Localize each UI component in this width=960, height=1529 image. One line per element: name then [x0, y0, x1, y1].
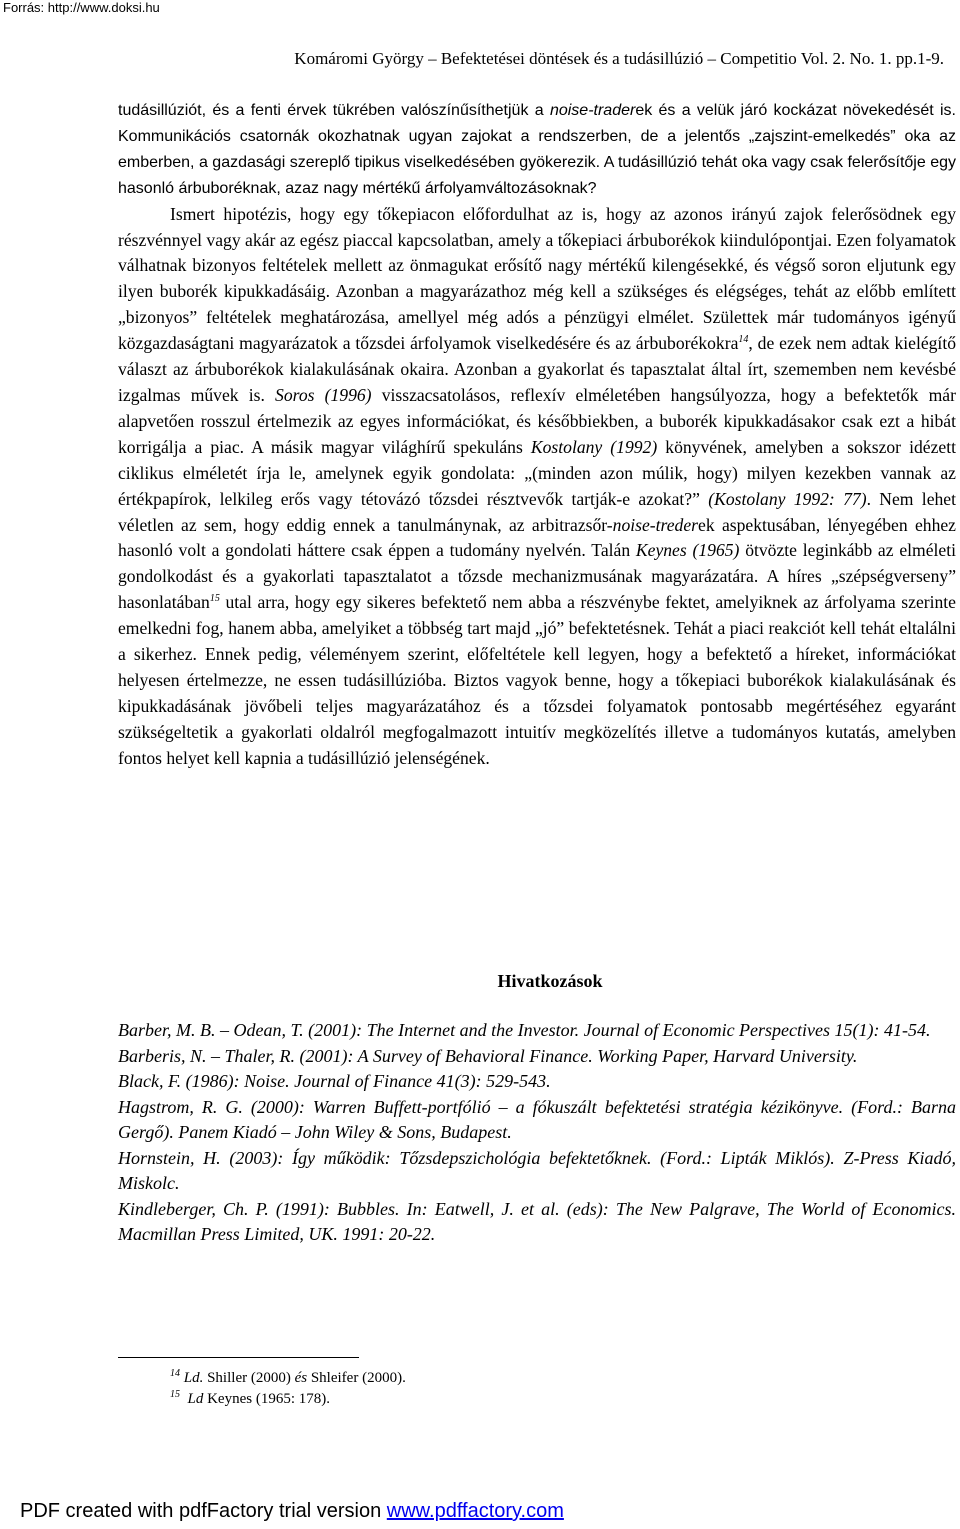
running-header: Komáromi György – Befektetései döntések és a tudásillúzió – Competitio Vol. 2. No. 1. pp.1-9. [294, 49, 944, 68]
pdf-footer-text: PDF created with pdfFactory trial version [20, 1500, 387, 1522]
references-heading: Hivatkozások [497, 971, 603, 991]
paragraph-1-part-a: tudásillúziót, és a fenti érvek tükrében valószínűsíthetjük a [118, 102, 550, 119]
paragraph-1-part-c: ek és a velük járó kockázat növekedését is. Kommunikációs csatornák okozhatnak ugyan zajokat a rendszerben, de a jelentős „zajszint-emelkedés” oka az emberben, a gazdasági szereplő tipikus viselkedésében gyökerezik. A tudásillúzió tehát oka vagy csak felerősítője egy hasonló árbuboréknak, azaz nagy mértékű árfolyamváltozásoknak? [118, 102, 956, 197]
paragraph-2-part-7: ek aspektusában, lényegében ehhez hasonló volt a gondolati háttere csak éppen a tudomány nyelvén. Talán [118, 514, 956, 561]
footnote-15 [170, 1389, 406, 1410]
main-text [118, 98, 956, 772]
paragraph-2-part-2: Azonban a magyarázathoz még kell a szükséges és elégséges, tehát az előbb említett „bizonyos” feltételek meghatározása, amellyel még adós a pénzügyi elmélet. Születtek már tudományos igényű közgazdaságtani magyarázatok a tőzsdei árfolyamok viselkedésére és az árbuborékokra [118, 281, 957, 354]
reference-item: Barberis, N. – Thaler, R. (2001): A Survey of Behavioral Finance. Working Paper, Harvard University. [118, 1045, 858, 1066]
reference-item: Kindleberger, Ch. P. (1991): Bubbles. In: Eatwell, J. et al. (eds): The New Palgrave, The World of Economics. Macmillan Press Limited, UK. 1991: 20-22. [118, 1198, 956, 1244]
kostolany-page-citation: (Kostolany 1992: 77) [708, 488, 867, 509]
paragraph-2-part-8: ötvözte leginkább az elméleti gondolkodást és a gyakorlati tapasztalatot a tőzsde mechanizmusának magyarázatára. A híres „szépségverseny” hasonlatában [118, 540, 956, 613]
pdf-footer [20, 1499, 564, 1523]
reference-item: Black, F. (1986): Noise. Journal of Finance 41(3): 529-543. [118, 1071, 551, 1091]
paragraph-2-part-6: . Nem lehet véletlen az sem, hogy eddig ennek a tanulmánynak, az arbitrazsőr- [118, 488, 957, 535]
kostolany-citation: Kostolany (1992) [530, 436, 658, 457]
footnote-number: 15 [170, 1389, 180, 1400]
footnote-divider [118, 1357, 359, 1358]
paragraph-2-part-1: Ismert hipotézis, hogy egy tőkepiacon előfordulhat az is, hogy az azonos irányú zajok felerősödnek egy részvénnyel vagy akár az egész piaccal kapcsolatban, amely a tőkepiaci árbuborékok kiindulópontjai. Ezen folyamatok válhatnak bizonyos feltételek mellett az önmagukat erősítő nagy mértékű kilengésekké, és végső soron eljutunk egy ilyen buborék kipukkadásáig. [118, 203, 956, 302]
footnote-number: 14 [170, 1368, 180, 1379]
footnote-ld: Ld. [183, 1370, 204, 1386]
paragraph-1 [118, 98, 956, 202]
footnote-14 [170, 1368, 406, 1389]
noise-trader-term: noise-trader [549, 102, 636, 119]
soros-citation: Soros (1996) [275, 384, 372, 405]
paragraph-2-part-9: utal arra, hogy egy sikeres befektető nem abba a részvénybe fektet, amelyiknek az árfolyama szerinte emelkedni fog, hanem abba, amelyiket a többség tart majd „jó” befektetésnek. Tehát a piaci reakciót kell tehát eltalálni a sikerhez. Ennek pedig, véleményem szerint, előfeltétele kell legyen, hogy a befektető a híreket, információkat helyesen értelmezze, ne essen tudásillúzióba. Biztos vagyok benne, hogy a tőkepiaci buborékok kialakulásának és kipukkadásának jövőbeli teljes magyarázatához és a tőzsdei folyamatok pontosabb megértéséhez egyaránt szükségeltetik a gyakorlati oldalról megfogalmazott intuitív megközelítés illetve a tudományos kutatás, amelyben fontos helyet kell kapnia a tudásillúzió jelenségének. [118, 592, 956, 768]
footnote-text: Shleifer (2000). [307, 1370, 406, 1386]
footnote-ref-14: 14 [738, 334, 749, 346]
footnote-text: Keynes (1965: 178). [203, 1391, 330, 1407]
footnote-text: Shiller (2000) [203, 1370, 295, 1386]
paragraph-2 [118, 202, 956, 772]
paragraph-2-part-5: könyvének, amelyben a sokszor idézett ciklikus elméletét írja le, amelynek egyik gondolata: „(minden azon múlik, hogy) milyen kezekben vannak az értékpapírok, lelkileg erős vagy tétovázó tőzsdei résztvevők tartják-e azokat?” [118, 436, 956, 509]
reference-item: Barber, M. B. – Odean, T. (2001): The Internet and the Investor. Journal of Economic Perspectives 15(1): 41-54. [118, 1020, 931, 1040]
noise-treder-term: noise-treder [612, 514, 699, 535]
pdffactory-link[interactable]: www.pdffactory.com [386, 1500, 564, 1522]
paragraph-2-part-3: , de ezek nem adtak kielégítő választ az árbuborékok kialakulásának okaira. Azonban a gyakorlat és tapasztalat által írt, szememben nem kevésbé izgalmas művek is. [118, 333, 957, 405]
source-url-label: Forrás: http://www.doksi.hu [3, 0, 160, 15]
footnote-ld: Ld [187, 1391, 204, 1407]
keynes-citation: Keynes (1965) [635, 540, 740, 561]
reference-item: Hornstein, H. (2003): Így működik: Tőzsdepszichológia befektetőknek. (Ford.: Lipták Miklós). Z-Press Kiadó, Miskolc. [118, 1147, 956, 1193]
footnote-es: és [294, 1370, 308, 1386]
paragraph-2-part-4: visszacsatolásos, reflexív elméletében hangsúlyozza, hogy a befektetők már alapvetően rosszul értelmezik az egyes információkat, és későbbiekben, a buborék kipukkadásakor csak ezt a hibát korrigálja a piac. A másik magyar világhírű spekuláns [118, 384, 956, 457]
reference-item: Hagstrom, R. G. (2000): Warren Buffett-portfólió – a fókuszált befektetési stratégia kézikönyve. (Ford.: Barna Gergő). Panem Kiadó – John Wiley & Sons, Budapest. [118, 1096, 956, 1142]
references-list [118, 1018, 956, 1248]
footnotes [170, 1368, 406, 1410]
footnote-ref-15: 15 [209, 593, 220, 605]
